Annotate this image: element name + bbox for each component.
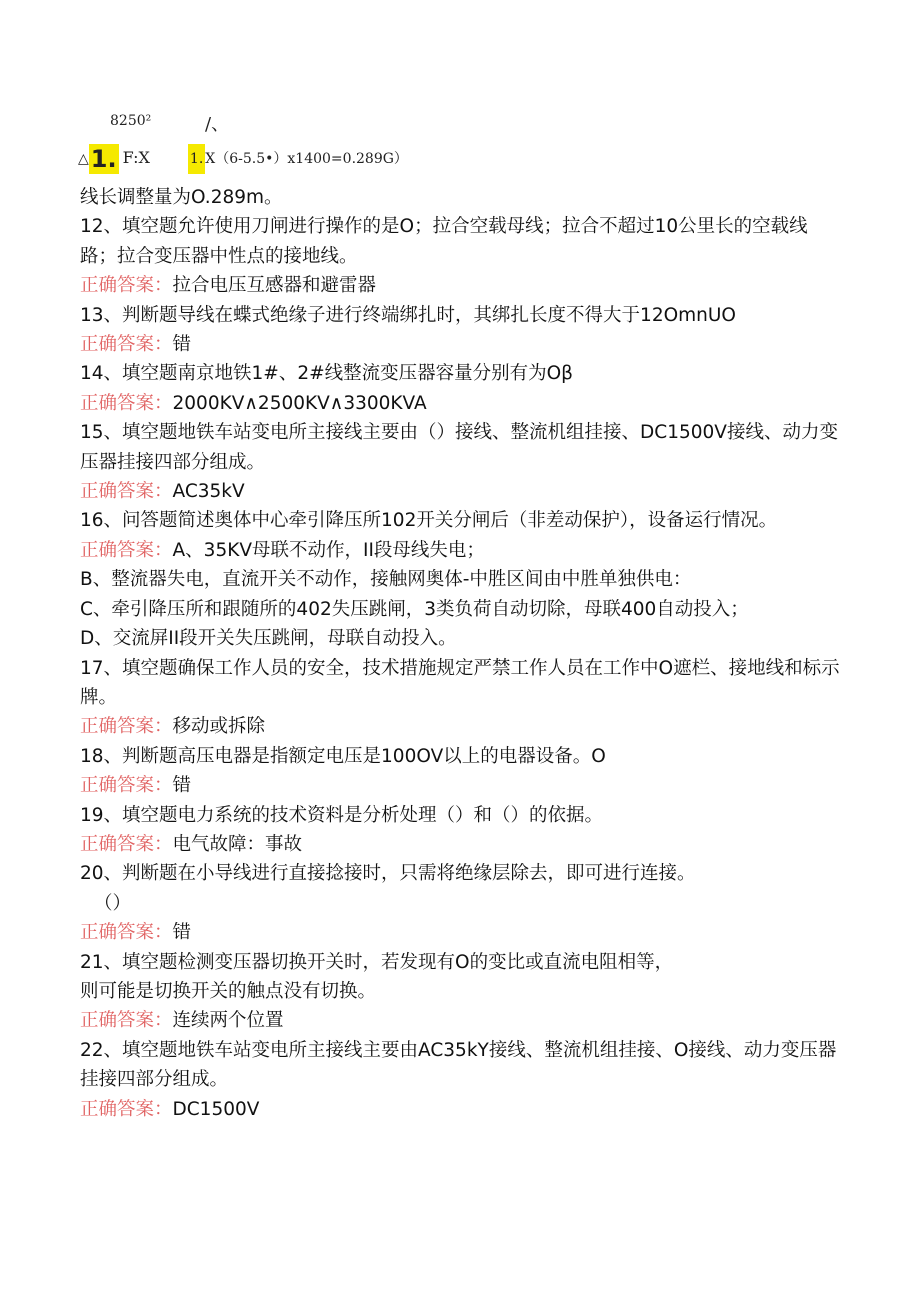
answer-value: A、35KV母联不动作，II段母线失电；	[172, 539, 485, 561]
indented-line: （）	[94, 892, 132, 914]
answer-value: 错	[172, 922, 192, 944]
question-list	[80, 183, 840, 1124]
answer-line	[80, 918, 840, 947]
answer-value: 拉合电压互感器和避雷器	[172, 275, 377, 297]
question-line: 则可能是切换开关的触点没有切换。	[80, 980, 377, 1002]
answer-label: 正确答案：	[80, 334, 173, 356]
question-line: 21、填空题检测变压器切换开关时，若发现有O的变比或直流电阻相等，	[80, 951, 674, 973]
triangle-symbol: △	[78, 151, 89, 167]
question-line: 18、判断题高压电器是指额定电压是100OV以上的电器设备。O	[80, 745, 606, 767]
formula-row	[78, 144, 408, 174]
answer-line	[80, 712, 840, 741]
question-line: D、交流屏II段开关失压跳闸，母联自动投入。	[80, 628, 457, 650]
answer-label: 正确答案：	[80, 1010, 173, 1032]
answer-value: 错	[172, 334, 192, 356]
question-line: 13、判断题导线在蝶式绝缘子进行终端绑扎时，其绑扎长度不得大于12OmnUO	[80, 304, 736, 326]
answer-line	[80, 477, 840, 506]
question-line: 22、填空题地铁车站变电所主接线主要由AC35kY接线、整流机组挂接、O接线、动力变压器挂接四部分组成。	[80, 1039, 837, 1091]
question-line: 线长调整量为O.289m。	[80, 187, 283, 208]
answer-line	[80, 1095, 840, 1124]
answer-value: 电气故障：事故	[172, 833, 303, 855]
answer-label: 正确答案：	[80, 481, 173, 503]
answer-label: 正确答案：	[80, 392, 173, 414]
formula-numerator: 8250²	[110, 113, 152, 129]
question-line: 15、填空题地铁车站变电所主接线主要由（）接线、整流机组挂接、DC1500V接线、动力变压器挂接四部分组成。	[80, 422, 838, 473]
answer-label: 正确答案：	[80, 922, 173, 944]
answer-value: 2000KV∧2500KV∧3300KVA	[172, 392, 427, 414]
question-line: 19、填空题电力系统的技术资料是分析处理（）和（）的依据。	[80, 804, 604, 826]
answer-value: AC35kV	[172, 481, 245, 503]
formula-slash: /、	[205, 114, 230, 135]
answer-value: 移动或拆除	[172, 716, 266, 738]
answer-label: 正确答案：	[80, 716, 173, 738]
question-line: 14、填空题南京地铁1#、2#线整流变压器容量分别有为Oβ	[80, 363, 573, 385]
answer-label: 正确答案：	[80, 1098, 173, 1120]
answer-line	[80, 389, 840, 418]
question-line: 20、判断题在小导线进行直接捻接时，只需将绝缘层除去，即可进行连接。	[80, 863, 696, 885]
answer-line	[80, 830, 840, 859]
answer-label: 正确答案：	[80, 539, 173, 561]
answer-line	[80, 536, 840, 565]
question-line: 12、填空题允许使用刀闸进行操作的是O；拉合空载母线；拉合不超过10公里长的空载线路；拉合变压器中性点的接地线。	[80, 216, 808, 267]
answer-label: 正确答案：	[80, 833, 173, 855]
answer-line	[80, 1006, 840, 1035]
highlighted-number: 1.	[90, 145, 117, 173]
answer-value: 错	[172, 775, 192, 797]
question-line: 17、填空题确保工作人员的安全，技术措施规定严禁工作人员在工作中O遮栏、接地线和标示牌。	[80, 657, 840, 708]
answer-line	[80, 271, 840, 300]
formula-fx: F:X	[122, 148, 150, 167]
answer-label: 正确答案：	[80, 775, 173, 797]
answer-value: 连续两个位置	[172, 1010, 284, 1032]
answer-line	[80, 771, 840, 800]
question-line: C、牵引降压所和跟随所的402失压跳闸，3类负荷自动切除，母联400自动投入；	[80, 598, 749, 620]
answer-value: DC1500V	[172, 1098, 260, 1120]
question-line: 16、问答题简述奥体中心牵引降压所102开关分闸后（非差动保护），设备运行情况。	[80, 510, 778, 532]
answer-line	[80, 330, 840, 359]
formula-expression: X（6-5.5•）x1400=0.289G）	[205, 151, 408, 167]
answer-label: 正确答案：	[80, 275, 173, 297]
highlighted-small-number: 1.	[188, 144, 205, 174]
question-line: B、整流器失电，直流开关不动作，接触网奥体-中胜区间由中胜单独供电：	[80, 569, 692, 591]
